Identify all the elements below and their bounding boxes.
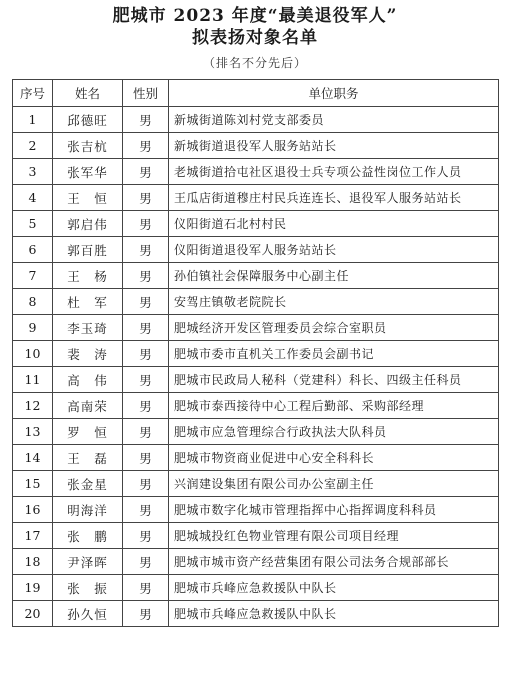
row-number: 5 [13, 211, 53, 237]
table-row [13, 263, 499, 289]
row-name: 张军华 [53, 159, 123, 185]
table-row [13, 341, 499, 367]
table-row [13, 445, 499, 471]
row-name: 王 磊 [53, 445, 123, 471]
row-gender: 男 [123, 471, 169, 497]
table-row [13, 289, 499, 315]
table-row [13, 471, 499, 497]
row-number: 14 [13, 445, 53, 471]
row-name: 张吉杭 [53, 133, 123, 159]
row-gender: 男 [123, 289, 169, 315]
row-number: 19 [13, 575, 53, 601]
header-gender: 性别 [123, 80, 169, 107]
row-gender: 男 [123, 419, 169, 445]
row-gender: 男 [123, 263, 169, 289]
page-title-line1: 肥城市 2023 年度“最美退役军人” [112, 6, 398, 26]
table-row [13, 549, 499, 575]
row-position: 肥城市城市资产经营集团有限公司法务合规部部长 [169, 549, 499, 575]
row-number: 9 [13, 315, 53, 341]
row-position: 肥城市物资商业促进中心安全科科长 [169, 445, 499, 471]
row-gender: 男 [123, 185, 169, 211]
row-position: 肥城市数字化城市管理指挥中心指挥调度科科员 [169, 497, 499, 523]
header-position: 单位职务 [169, 80, 499, 107]
header-no: 序号 [13, 80, 53, 107]
row-gender: 男 [123, 575, 169, 601]
table-row [13, 107, 499, 133]
row-gender: 男 [123, 341, 169, 367]
row-position: 肥城市应急管理综合行政执法大队科员 [169, 419, 499, 445]
row-name: 裴 涛 [53, 341, 123, 367]
row-position: 肥城市民政局人秘科（党建科）科长、四级主任科员 [169, 367, 499, 393]
row-position: 肥城市兵峰应急救援队中队长 [169, 601, 499, 627]
row-gender: 男 [123, 237, 169, 263]
row-gender: 男 [123, 601, 169, 627]
row-position: 仪阳街道石北村村民 [169, 211, 499, 237]
row-number: 18 [13, 549, 53, 575]
row-position: 王瓜店街道穆庄村民兵连连长、退役军人服务站站长 [169, 185, 499, 211]
row-name: 张 振 [53, 575, 123, 601]
row-number: 15 [13, 471, 53, 497]
honoree-table [12, 79, 499, 627]
row-number: 8 [13, 289, 53, 315]
row-position: 安驾庄镇敬老院院长 [169, 289, 499, 315]
row-gender: 男 [123, 211, 169, 237]
row-name: 尹泽晖 [53, 549, 123, 575]
row-name: 王 恒 [53, 185, 123, 211]
table-row [13, 393, 499, 419]
row-name: 王 杨 [53, 263, 123, 289]
table-row [13, 575, 499, 601]
table-row [13, 419, 499, 445]
row-number: 2 [13, 133, 53, 159]
table-row [13, 601, 499, 627]
row-gender: 男 [123, 315, 169, 341]
row-position: 新城街道退役军人服务站站长 [169, 133, 499, 159]
row-position: 新城街道陈刘村党支部委员 [169, 107, 499, 133]
row-position: 仪阳街道退役军人服务站站长 [169, 237, 499, 263]
table-row [13, 211, 499, 237]
row-gender: 男 [123, 107, 169, 133]
row-number: 1 [13, 107, 53, 133]
ranking-note: （排名不分先后） [202, 56, 307, 70]
table-row [13, 159, 499, 185]
row-position: 孙伯镇社会保障服务中心副主任 [169, 263, 499, 289]
row-number: 20 [13, 601, 53, 627]
row-name: 孙久恒 [53, 601, 123, 627]
row-name: 邱德旺 [53, 107, 123, 133]
row-number: 17 [13, 523, 53, 549]
row-position: 肥城城投红色物业管理有限公司项目经理 [169, 523, 499, 549]
row-name: 张金星 [53, 471, 123, 497]
table-header-row [13, 80, 499, 107]
row-gender: 男 [123, 393, 169, 419]
row-name: 罗 恒 [53, 419, 123, 445]
row-number: 16 [13, 497, 53, 523]
row-gender: 男 [123, 445, 169, 471]
row-name: 明海洋 [53, 497, 123, 523]
row-position: 肥城市委市直机关工作委员会副书记 [169, 341, 499, 367]
row-gender: 男 [123, 497, 169, 523]
row-position: 肥城市兵峰应急救援队中队长 [169, 575, 499, 601]
row-name: 郭启伟 [53, 211, 123, 237]
row-number: 4 [13, 185, 53, 211]
row-gender: 男 [123, 159, 169, 185]
row-gender: 男 [123, 133, 169, 159]
row-number: 11 [13, 367, 53, 393]
row-gender: 男 [123, 549, 169, 575]
row-name: 杜 军 [53, 289, 123, 315]
row-number: 10 [13, 341, 53, 367]
row-position: 老城街道拾屯社区退役士兵专项公益性岗位工作人员 [169, 159, 499, 185]
row-name: 高 伟 [53, 367, 123, 393]
table-row [13, 315, 499, 341]
page-title-line2: 拟表扬对象名单 [192, 28, 318, 48]
row-name: 郭百胜 [53, 237, 123, 263]
table-row [13, 133, 499, 159]
row-name: 高南荣 [53, 393, 123, 419]
table-row [13, 367, 499, 393]
table-row [13, 523, 499, 549]
table-row [13, 497, 499, 523]
row-number: 6 [13, 237, 53, 263]
row-gender: 男 [123, 523, 169, 549]
table-row [13, 185, 499, 211]
header-name: 姓名 [53, 80, 123, 107]
row-position: 肥城经济开发区管理委员会综合室职员 [169, 315, 499, 341]
row-number: 7 [13, 263, 53, 289]
row-number: 3 [13, 159, 53, 185]
row-name: 李玉琦 [53, 315, 123, 341]
row-number: 13 [13, 419, 53, 445]
row-number: 12 [13, 393, 53, 419]
row-name: 张 鹏 [53, 523, 123, 549]
row-position: 兴润建设集团有限公司办公室副主任 [169, 471, 499, 497]
table-row [13, 237, 499, 263]
row-gender: 男 [123, 367, 169, 393]
row-position: 肥城市泰西接待中心工程后勤部、采购部经理 [169, 393, 499, 419]
